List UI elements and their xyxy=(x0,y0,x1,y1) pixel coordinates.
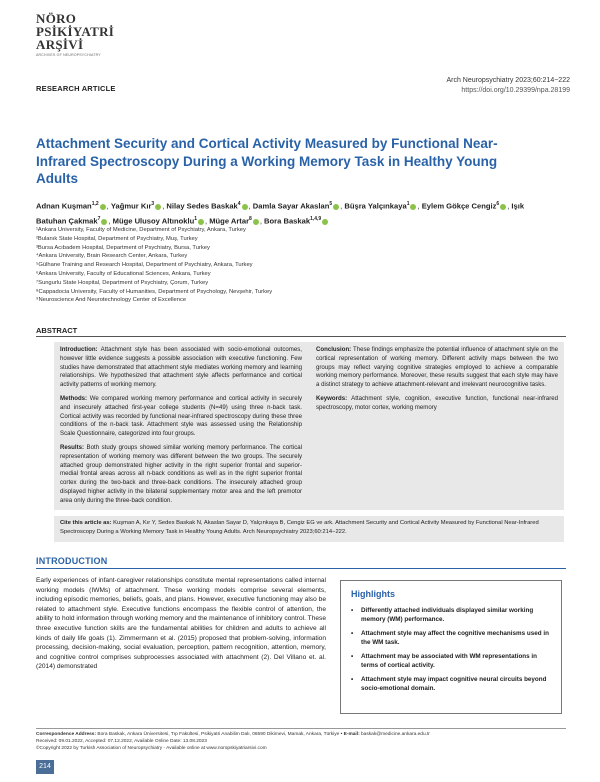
author-affiliation-marker: 5 xyxy=(329,201,333,207)
conclusion-label: Conclusion: xyxy=(316,346,352,353)
footer-divider xyxy=(36,728,566,729)
copyright-line: ©Copyright 2022 by Turkish Association of Neuropsychiatry - Available online at www.noropskiyatriarsivi.com xyxy=(36,746,267,751)
highlights-list xyxy=(351,607,555,699)
orcid-icon[interactable] xyxy=(101,219,107,225)
article-title: Attachment Security and Cortical Activity Measured by Functional Near-Infrared Spectroscopy During a Working Memory Task in Healthy Young Adults xyxy=(36,136,498,186)
logo-line-1: NÖRO xyxy=(36,11,77,26)
abstract-conclusion xyxy=(316,346,558,390)
results-text: Both study groups showed similar working memory performance. The cortical representation of working memory was different between the two groups. The securely attached group demonstrated higher activity in the right superior frontal and superior-medial frontal areas across all n-back conditions as well as in the right superior frontal cortex during the two-back and three-back conditions. The insecurely attached group displayed higher activity in the bilateral supplementary motor area and the left premotor area only during the three-back condition. xyxy=(60,443,302,504)
author-affiliation-marker: 4 xyxy=(237,201,241,207)
author-affiliation-marker: 3 xyxy=(151,201,155,207)
introduction-text: Early experiences of infant-caregiver relationships constitute mental representations called internal working models (IWMs) of attachment. These working models comprise several elements, including episodic memories, beliefs, goals, and plans. However, executive functioning may also be related to attachment style. Executive functions encompass the flexible control of attention, the ability to hold information through working memory and the maintenance of inhibitory control. These three executive function skills are the fundamental abilities for children and adults to achieve all kinds of daily life goals (1). Zimmermann et al. (2015) proposed that problem-solving, information processing, decision-making, social evaluation, perception, pattern recognition, attention, memory, and cognitive control comprises subprocesses associated with attachment (2). Del Villano et. al. (2014) demonstrated xyxy=(36,577,326,671)
affiliation-item: ⁹Neuroscience And Neurotechnology Center of Excellence xyxy=(36,297,187,304)
author-affiliation-marker: 7 xyxy=(97,216,101,223)
citation-box xyxy=(54,516,564,542)
affiliation-list xyxy=(36,226,556,305)
author-affiliation-marker: 1 xyxy=(406,201,410,207)
citation-label: Cite this article as: xyxy=(60,520,112,526)
author-affiliation-marker: 1,2 xyxy=(91,201,99,207)
highlight-item: • Attachment style may affect the cognitive mechanisms used in the WM task. xyxy=(351,630,555,647)
highlights-heading: Highlights xyxy=(351,589,395,599)
email-address[interactable]: baskak@medicine.ankara.edu.tr xyxy=(361,732,430,737)
orcid-icon[interactable] xyxy=(333,204,339,210)
doi-link[interactable]: https://doi.org/10.29399/npa.28199 xyxy=(461,87,570,94)
affiliation-item: ⁴Ankara University, Brain Research Center, Ankara, Turkey xyxy=(36,253,188,260)
author-separator: , xyxy=(340,201,345,211)
orcid-icon[interactable] xyxy=(198,219,204,225)
author-separator: , xyxy=(162,201,167,211)
introduction-divider xyxy=(36,568,566,569)
orcid-icon[interactable] xyxy=(100,204,106,210)
abstract-right-column xyxy=(316,346,558,418)
orcid-icon[interactable] xyxy=(155,204,161,210)
correspondence-address: Bora Baskak, Ankara Üniversitesi, Tıp Fakültesi, Psikiyatri Anabilim Dalı, 06590 Dikimevi, Mamak, Ankara, Türkiye • xyxy=(97,732,343,737)
highlight-item: • Differently attached individuals displayed similar working memory (WM) performance. xyxy=(351,607,555,624)
orcid-icon[interactable] xyxy=(242,204,248,210)
abstract-methods xyxy=(60,395,302,439)
abstract-keywords xyxy=(316,395,558,413)
intro-label: Introduction: xyxy=(60,346,98,353)
author-name: Adnan Kuşman xyxy=(36,201,92,211)
keywords-label: Keywords: xyxy=(316,394,348,402)
abstract-left-column xyxy=(60,346,302,511)
author-separator: , xyxy=(248,201,253,211)
journal-logo xyxy=(36,12,126,57)
results-label: Results: xyxy=(60,443,85,451)
author-separator: , xyxy=(417,201,422,211)
abstract-heading: ABSTRACT xyxy=(36,326,78,335)
correspondence-block xyxy=(36,731,566,752)
author-list xyxy=(36,198,556,228)
methods-label: Methods: xyxy=(60,394,88,402)
affiliation-item: ⁶Ankara University, Faculty of Educational Sciences, Ankara, Turkey xyxy=(36,270,211,277)
author-name: Bora Baskak xyxy=(264,216,311,226)
article-type: RESEARCH ARTICLE xyxy=(36,84,116,93)
received-dates: Received: 09.01.2022, Accepted: 07.12.2022, Available Online Date: 13.08.2023 xyxy=(36,739,207,744)
highlight-item: • Attachment may be associated with WM representations in terms of cortical activity. xyxy=(351,653,555,670)
affiliation-item: ¹Ankara University, Faculty of Medicine, Department of Psychiatry, Ankara, Turkey xyxy=(36,227,246,233)
author-name: Büşra Yalçınkaya xyxy=(344,201,407,211)
correspondence-label: Correspondence Address: xyxy=(36,732,97,737)
author-name: Eylem Gökçe Cengiz xyxy=(421,201,497,211)
journal-reference xyxy=(446,76,570,96)
author-separator: , xyxy=(507,201,512,211)
author-affiliation-marker: 8 xyxy=(249,216,252,223)
methods-text: We compared working memory performance and cortical activity in securely and insecurely attached first-year college students (N=49) using three n-back task. Cortical activity was recorded by functional near-infrared spectroscopy during these three conditions of the n-back task. Attachment style was assessed using the Relationship Scale Questionnaire, categorized into four groups. xyxy=(60,394,302,438)
author-affiliation-marker: 1,4,9 xyxy=(310,216,322,223)
highlight-item: • Attachment style may impact cognitive neural circuits beyond socio-emotional domain. xyxy=(351,676,555,693)
affiliation-item: ⁵Gülhane Training and Research Hospital, Department of Psychiatry, Ankara, Turkey xyxy=(36,262,253,269)
email-label: E-mail: xyxy=(343,732,360,737)
citation-text: Kuşman A, Kır Y, Sedes Baskak N, Akaslan Sayar D, Yalçınkaya B, Cengiz EG ve ark. Attachment Security and Cortical Activity Measured by Functional Near-Infrared Spectroscopy During a Working Memory Task in Healthy Young Adults. Arch Neuropsychiatry 2023;60:214−222. xyxy=(60,520,539,535)
affiliation-item: ³Bursa Acıbadem Hospital, Department of Psychiatry, Bursa, Turkey xyxy=(36,244,210,251)
author-affiliation-marker: 6 xyxy=(496,201,500,207)
conclusion-text: These findings emphasize the potential influence of attachment style on the cortical representation of working memory. Different activity maps between the two groups may reflect varying cognitive strategies employed to achieve a comparable working memory performance. Moreover, these results suggest that each style may have a distinct strategy to achieve attachment-relevant and irrelevant neurocognitive tasks. xyxy=(316,346,558,389)
abstract-divider xyxy=(36,336,566,337)
orcid-icon[interactable] xyxy=(322,219,328,225)
page-number: 214 xyxy=(36,760,54,774)
logo-line-3: ARŞİVİ xyxy=(36,37,84,52)
intro-text: Attachment style has been associated with socio-emotional outcomes, however little evidence suggests a possible association with executive functioning. Few studies have demonstrated that attachment style mediates working memory and learning relationships. We hypothesized that attachment style affects performance and cortical activity patterns of working memory. xyxy=(60,346,303,389)
logo-subtitle: ARCHIVES OF NEUROPSYCHIATRY xyxy=(36,53,101,57)
orcid-icon[interactable] xyxy=(500,204,506,210)
author-name: Müge Ulusoy Altınoklu xyxy=(112,216,195,226)
affiliation-item: ²Bulanık State Hospital, Department of Psychiatry, Muş, Turkey xyxy=(36,235,198,242)
keywords-text: Attachment style, cognition, executive function, functional near-infrared spectroscopy, motor cortex, working memory xyxy=(316,394,559,411)
author-name: Müge Artar xyxy=(209,216,250,226)
author-separator: , xyxy=(108,216,113,226)
author-name: Işık Batuhan Çakmak xyxy=(36,201,525,226)
introduction-heading: INTRODUCTION xyxy=(36,556,108,566)
author-separator: , xyxy=(204,216,210,226)
abstract-results xyxy=(60,444,302,506)
author-name: Nilay Sedes Baskak xyxy=(166,201,238,211)
author-name: Damla Sayar Akaslan xyxy=(252,201,330,211)
author-separator: , xyxy=(106,201,111,211)
correspondence-line xyxy=(36,731,566,738)
highlights-box xyxy=(340,580,562,714)
affiliation-item: ⁸Cappadocia University, Faculty of Humanities, Department of Psychology, Nevşehir, Turkey xyxy=(36,288,273,295)
orcid-icon[interactable] xyxy=(410,204,416,210)
citation-text-block xyxy=(60,519,556,536)
affiliation-item: ⁷Sungurlu State Hospital, Department of Psychiatry, Çorum, Turkey xyxy=(36,279,209,286)
author-affiliation-marker: 1 xyxy=(194,216,197,223)
abstract-introduction xyxy=(60,346,302,390)
orcid-icon[interactable] xyxy=(253,219,259,225)
abstract-box xyxy=(54,342,564,510)
author-separator: , xyxy=(259,216,265,226)
logo-line-2: PSİKİYATRİ xyxy=(36,24,115,39)
journal-citation: Arch Neuropsychiatry 2023;60:214−222 xyxy=(446,77,570,84)
author-name: Yağmur Kır xyxy=(110,201,152,211)
